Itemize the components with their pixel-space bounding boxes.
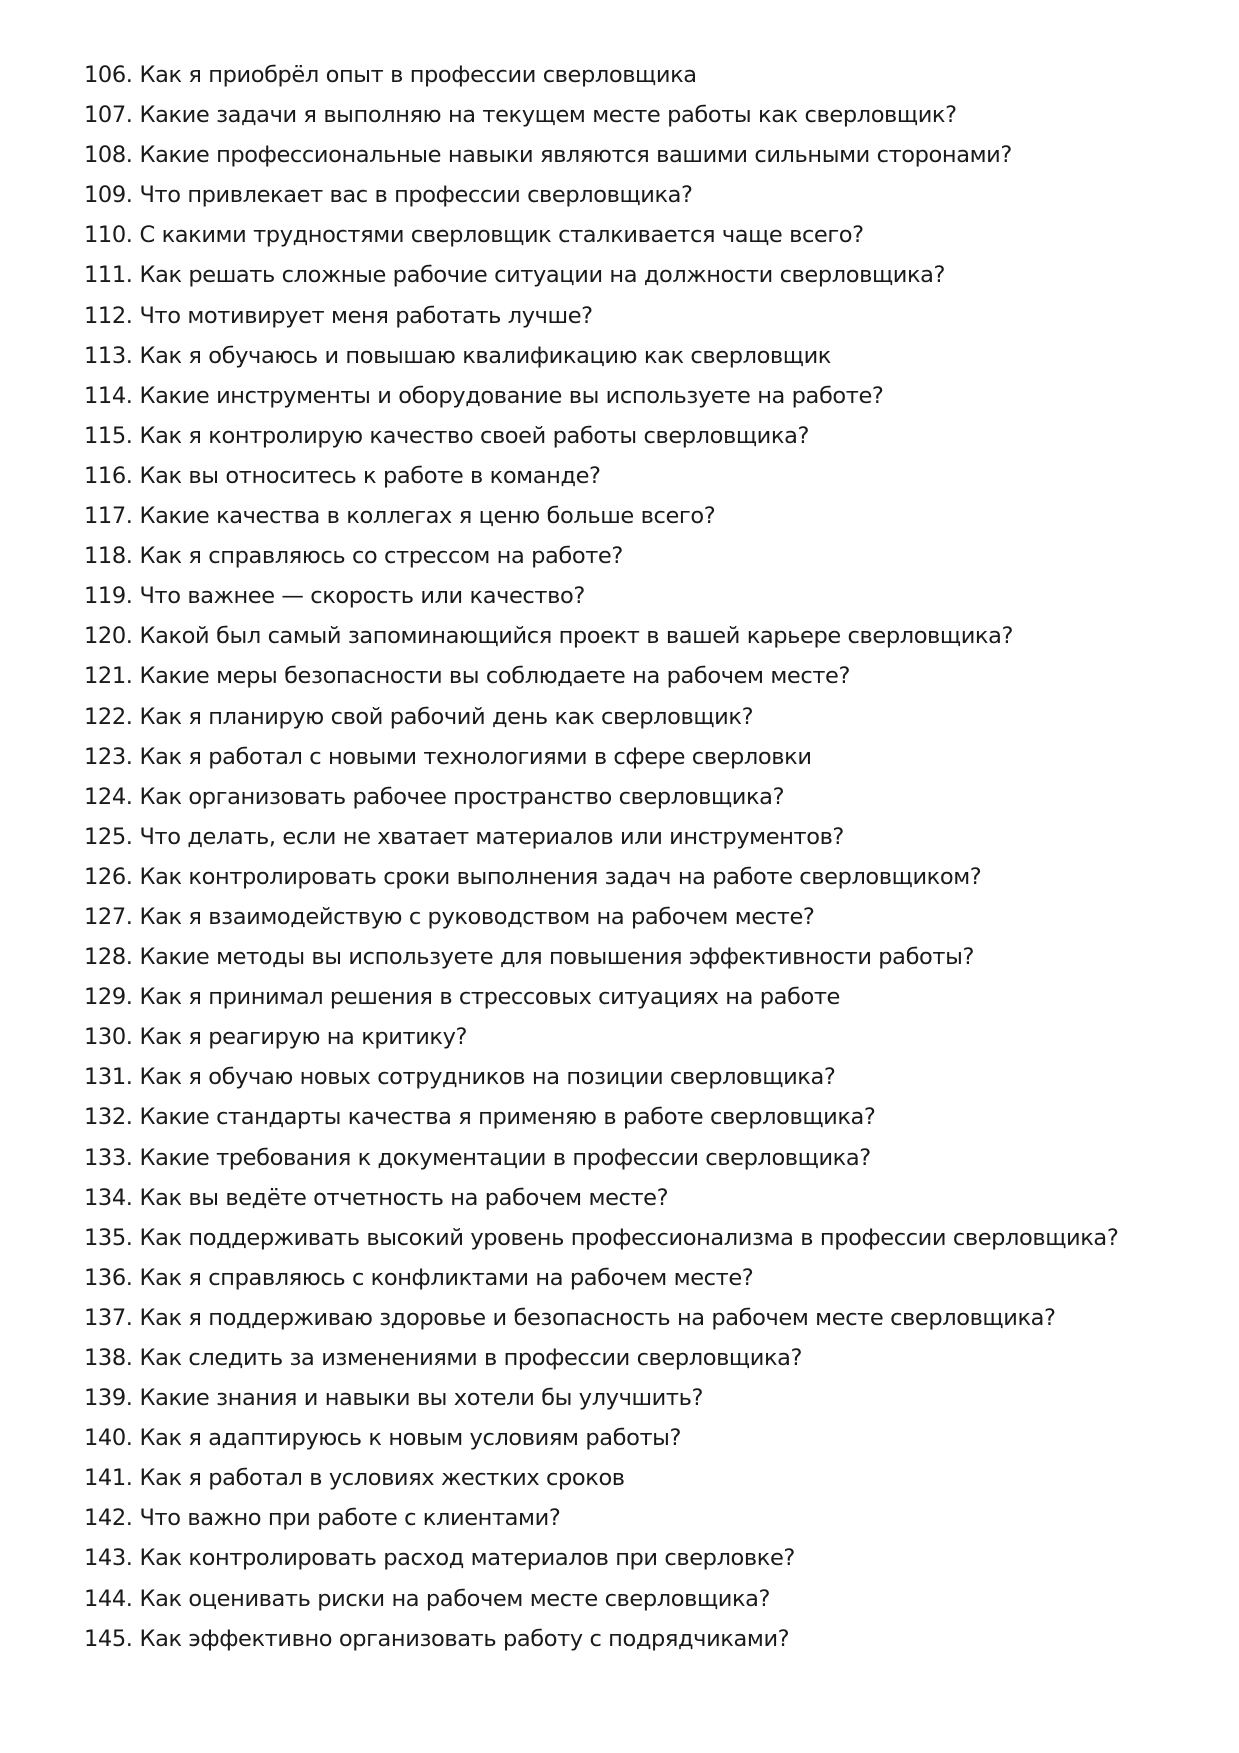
- question-number: 142.: [84, 1505, 133, 1532]
- question-number: 127.: [84, 903, 133, 930]
- question-item: [84, 102, 1118, 142]
- question-number: 133.: [84, 1144, 133, 1171]
- question-number: 140.: [84, 1425, 133, 1452]
- question-text: Как я приобрёл опыт в профессии сверловщика: [139, 62, 697, 88]
- question-number: 116.: [84, 462, 133, 489]
- question-number: 121.: [84, 663, 133, 690]
- question-list: [84, 62, 1118, 1666]
- question-text: Как я работал в условиях жестких сроков: [139, 1465, 625, 1492]
- question-item: [84, 1425, 1118, 1465]
- question-number: 112.: [84, 302, 133, 329]
- question-number: 124.: [84, 783, 133, 810]
- question-number: 145.: [84, 1625, 133, 1652]
- question-item: [84, 1145, 1118, 1185]
- question-number: 137.: [84, 1304, 133, 1331]
- question-number: 135.: [84, 1224, 133, 1251]
- question-number: 111.: [84, 262, 133, 289]
- question-text: Как я взаимодействую с руководством на рабочем месте?: [139, 903, 815, 930]
- question-text: Как я справляюсь с конфликтами на рабочем месте?: [139, 1264, 754, 1291]
- question-number: 110.: [84, 222, 133, 249]
- question-text: Какие методы вы используете для повышения эффективности работы?: [139, 944, 975, 971]
- question-item: [84, 303, 1118, 343]
- question-text: Какой был самый запоминающийся проект в вашей карьере сверловщика?: [139, 623, 1014, 650]
- question-item: [84, 1265, 1118, 1305]
- question-text: Что мотивирует меня работать лучше?: [139, 302, 593, 329]
- question-item: [84, 1345, 1118, 1385]
- question-item: [84, 1586, 1118, 1626]
- question-number: 119.: [84, 583, 133, 610]
- question-number: 134.: [84, 1184, 133, 1211]
- question-item: [84, 142, 1118, 182]
- question-number: 143.: [84, 1545, 133, 1572]
- question-item: [84, 1385, 1118, 1425]
- question-item: [84, 1505, 1118, 1545]
- question-item: [84, 182, 1118, 222]
- question-text: Как решать сложные рабочие ситуации на должности сверловщика?: [139, 262, 946, 289]
- question-text: Как я реагирую на критику?: [139, 1024, 468, 1051]
- question-number: 114.: [84, 382, 133, 409]
- question-number: 132.: [84, 1104, 133, 1131]
- question-number: 115.: [84, 422, 133, 449]
- question-number: 118.: [84, 543, 133, 570]
- question-item: [84, 262, 1118, 302]
- question-item: [84, 383, 1118, 423]
- question-number: 107.: [84, 102, 133, 129]
- question-text: Какие знания и навыки вы хотели бы улучшить?: [139, 1385, 704, 1412]
- question-item: [84, 583, 1118, 623]
- question-item: [84, 1626, 1118, 1666]
- question-text: Как я принимал решения в стрессовых ситуациях на работе: [139, 984, 840, 1011]
- question-item: [84, 463, 1118, 503]
- question-text: Что привлекает вас в профессии сверловщика?: [139, 182, 693, 209]
- question-number: 122.: [84, 703, 133, 730]
- question-item: [84, 1545, 1118, 1585]
- question-number: 120.: [84, 623, 133, 650]
- question-text: Как организовать рабочее пространство сверловщика?: [139, 783, 785, 810]
- question-text: Как я поддерживаю здоровье и безопасность на рабочем месте сверловщика?: [139, 1304, 1056, 1331]
- question-text: Как я справляюсь со стрессом на работе?: [139, 543, 623, 570]
- question-item: [84, 1064, 1118, 1104]
- question-item: [84, 704, 1118, 744]
- question-item: [84, 423, 1118, 463]
- question-text: Какие требования к документации в профессии сверловщика?: [139, 1144, 871, 1171]
- question-number: 117.: [84, 503, 133, 530]
- question-number: 129.: [84, 984, 133, 1011]
- question-text: Как эффективно организовать работу с подрядчиками?: [139, 1625, 790, 1652]
- question-item: [84, 1225, 1118, 1265]
- question-item: [84, 864, 1118, 904]
- question-item: [84, 824, 1118, 864]
- question-text: Как оценивать риски на рабочем месте сверловщика?: [139, 1585, 771, 1612]
- question-item: [84, 1305, 1118, 1345]
- question-item: [84, 1024, 1118, 1064]
- question-item: [84, 1465, 1118, 1505]
- question-text: Как я планирую свой рабочий день как сверловщик?: [139, 703, 754, 730]
- question-text: Что делать, если не хватает материалов или инструментов?: [139, 823, 844, 850]
- question-text: Как я адаптируюсь к новым условиям работы?: [139, 1425, 682, 1452]
- question-number: 144.: [84, 1585, 133, 1612]
- question-text: Как я обучаю новых сотрудников на позиции сверловщика?: [139, 1064, 836, 1091]
- question-text: Какие инструменты и оборудование вы используете на работе?: [139, 382, 884, 409]
- question-item: [84, 744, 1118, 784]
- question-item: [84, 944, 1118, 984]
- question-number: 139.: [84, 1385, 133, 1412]
- question-number: 131.: [84, 1064, 133, 1091]
- question-item: [84, 1185, 1118, 1225]
- question-text: Как следить за изменениями в профессии сверловщика?: [139, 1345, 803, 1371]
- question-text: Какие качества в коллегах я ценю больше всего?: [139, 503, 716, 530]
- question-number: 113.: [84, 342, 133, 369]
- question-item: [84, 543, 1118, 583]
- question-text: Какие профессиональные навыки являются вашими сильными сторонами?: [139, 142, 1012, 169]
- question-number: 128.: [84, 944, 133, 971]
- question-text: Как вы относитесь к работе в команде?: [139, 462, 601, 489]
- question-item: [84, 663, 1118, 703]
- question-item: [84, 623, 1118, 663]
- question-item: [84, 343, 1118, 383]
- question-text: Что важно при работе с клиентами?: [139, 1505, 561, 1532]
- question-text: Какие стандарты качества я применяю в работе сверловщика?: [139, 1104, 876, 1131]
- question-item: [84, 222, 1118, 262]
- question-text: Какие меры безопасности вы соблюдаете на рабочем месте?: [139, 663, 851, 690]
- question-number: 125.: [84, 823, 133, 850]
- question-number: 138.: [84, 1345, 133, 1371]
- question-text: Как контролировать расход материалов при сверловке?: [139, 1545, 795, 1572]
- question-number: 136.: [84, 1264, 133, 1291]
- question-item: [84, 904, 1118, 944]
- question-text: Что важнее — скорость или качество?: [139, 583, 585, 610]
- question-number: 126.: [84, 863, 133, 890]
- question-number: 109.: [84, 182, 133, 209]
- question-text: Как я обучаюсь и повышаю квалификацию как сверловщик: [139, 342, 831, 369]
- question-number: 108.: [84, 142, 133, 169]
- question-text: Как я работал с новыми технологиями в сфере сверловки: [139, 743, 812, 770]
- question-number: 106.: [84, 62, 133, 88]
- question-text: Как вы ведёте отчетность на рабочем месте?: [139, 1184, 669, 1211]
- question-number: 141.: [84, 1465, 133, 1492]
- question-text: Какие задачи я выполняю на текущем месте работы как сверловщик?: [139, 102, 957, 129]
- question-item: [84, 784, 1118, 824]
- question-item: [84, 503, 1118, 543]
- question-text: Как контролировать сроки выполнения задач на работе сверловщиком?: [139, 863, 982, 890]
- question-text: Как я контролирую качество своей работы сверловщика?: [139, 422, 810, 449]
- question-text: С какими трудностями сверловщик сталкивается чаще всего?: [139, 222, 864, 249]
- question-text: Как поддерживать высокий уровень профессионализма в профессии сверловщика?: [139, 1224, 1119, 1251]
- question-number: 123.: [84, 743, 133, 770]
- question-number: 130.: [84, 1024, 133, 1051]
- question-item: [84, 62, 1118, 102]
- question-item: [84, 1104, 1118, 1144]
- question-item: [84, 984, 1118, 1024]
